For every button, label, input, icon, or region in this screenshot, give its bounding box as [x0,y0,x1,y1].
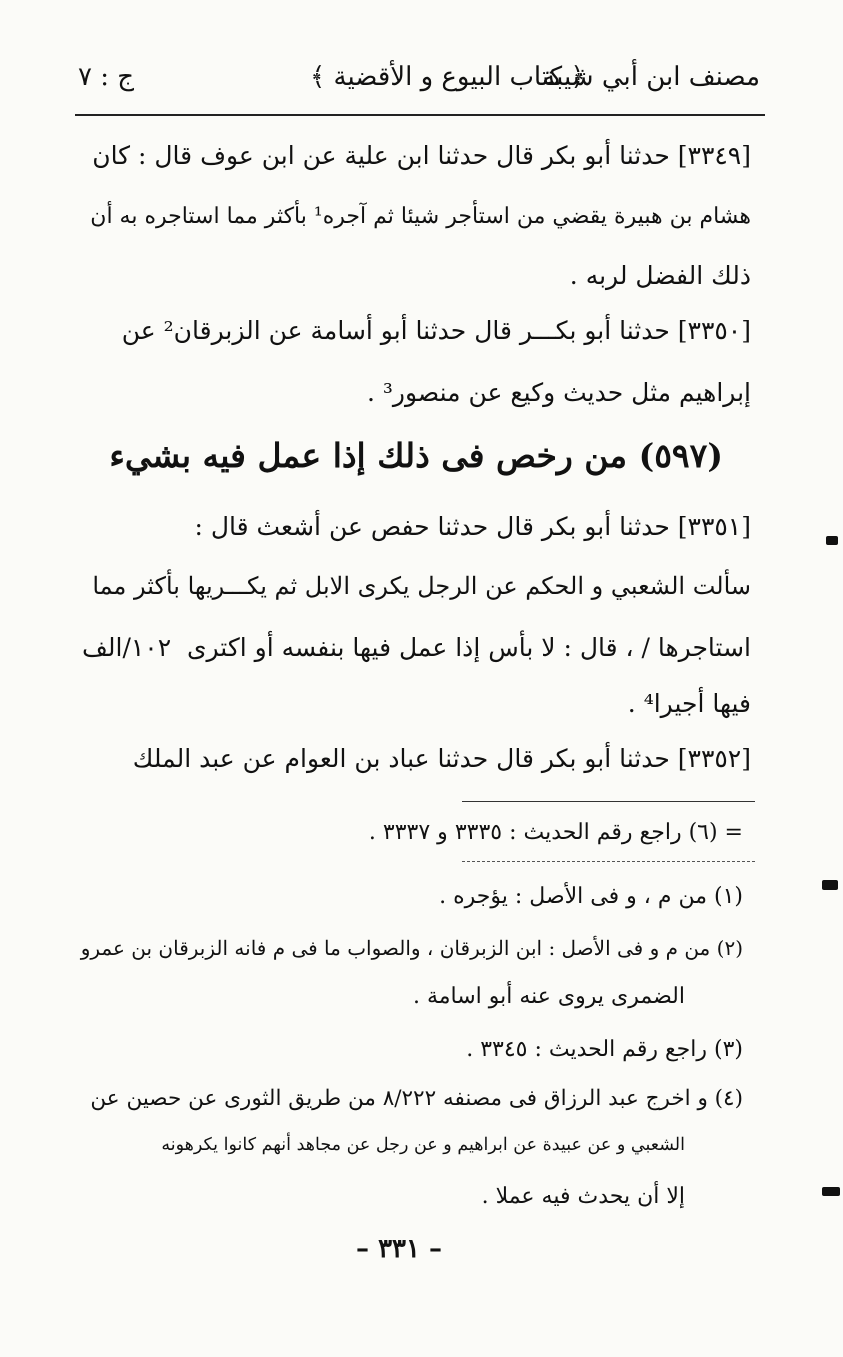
text-line: [٣٣٤٩] حدثنا أبو بكر قال حدثنا ابن علية عن ابن عوف قال : كان [92,141,751,170]
text-line: إبراهيم مثل حديث وكيع عن منصور³ . [366,378,751,407]
text-line: فيها أجيرا⁴ . [627,689,751,718]
text-line: سألت الشعبي و الحكم عن الرجل يكرى الابل ثم يكـــريها بأكثر مما [92,572,751,600]
footnote: (٤) و اخرج عبد الرزاق فى مصنفه ٨/٢٢٢ من طريق الثورى عن حصين عن [90,1086,743,1111]
text-line: [٣٣٥٢] حدثنا أبو بكر قال حدثنا عباد بن العوام عن عبد الملك [132,744,751,773]
footnote-continuation: الضمرى يروى عنه أبو اسامة . [412,984,685,1009]
text-line: هشام بن هبيرة يقضي من استأجر شيئا ثم آجره¹ بأكثر مما استاجره به أن [90,204,751,229]
scan-edge-mark [826,536,838,545]
chapter-heading: (٥٩٧) من رخص فى ذلك إذا عمل فيه بشيء [109,436,723,475]
text-line: ذلك الفضل لربه . [569,261,751,290]
page-number: – ٣٣١ – [356,1234,443,1264]
text-line: [٣٣٥١] حدثنا أبو بكر قال حدثنا حفص عن أشعث قال : [194,512,751,541]
footnote-continuation: الشعبي و عن عبيدة عن ابراهيم و عن رجل عن مجاهد أنهم كانوا يكرهونه [161,1135,685,1155]
header-book-title: مصنف ابن أبي شيبة [542,62,760,92]
text-line: [٣٣٥٠] حدثنا أبو بكـــر قال حدثنا أبو أسامة عن الزبرقان² عن [121,316,751,345]
footnote: (١) من م ، و فى الأصل : يؤجره . [439,884,743,909]
running-header [78,62,760,102]
footnote: (٣) راجع رقم الحديث : ٣٣٤٥ . [466,1037,743,1062]
footnote-wavy-separator [462,861,755,862]
footnote: (٢) من م و فى الأصل : ابن الزبرقان ، والصواب ما فى م فانه الزبرقان بن عمرو [80,936,743,960]
header-volume: ج : ٧ [78,62,135,92]
footnote-continuation: إلا أن يحدث فيه عملا . [481,1184,685,1209]
footnote-carryover: = (٦) راجع رقم الحديث : ٣٣٣٥ و ٣٣٣٧ . [368,820,743,845]
margin-folio-note: ١٠٢/الف [82,633,172,662]
footnote-separator [462,801,755,802]
scan-edge-mark [822,880,838,890]
text-line: استاجرها / ، قال : لا بأس إذا عمل فيها بنفسه أو اكترى [186,633,751,662]
header-chapter-title: ﴿ كتاب البيوع و الأقضية ﴾ [310,62,586,92]
scan-edge-mark [822,1187,840,1196]
header-rule [75,114,765,116]
